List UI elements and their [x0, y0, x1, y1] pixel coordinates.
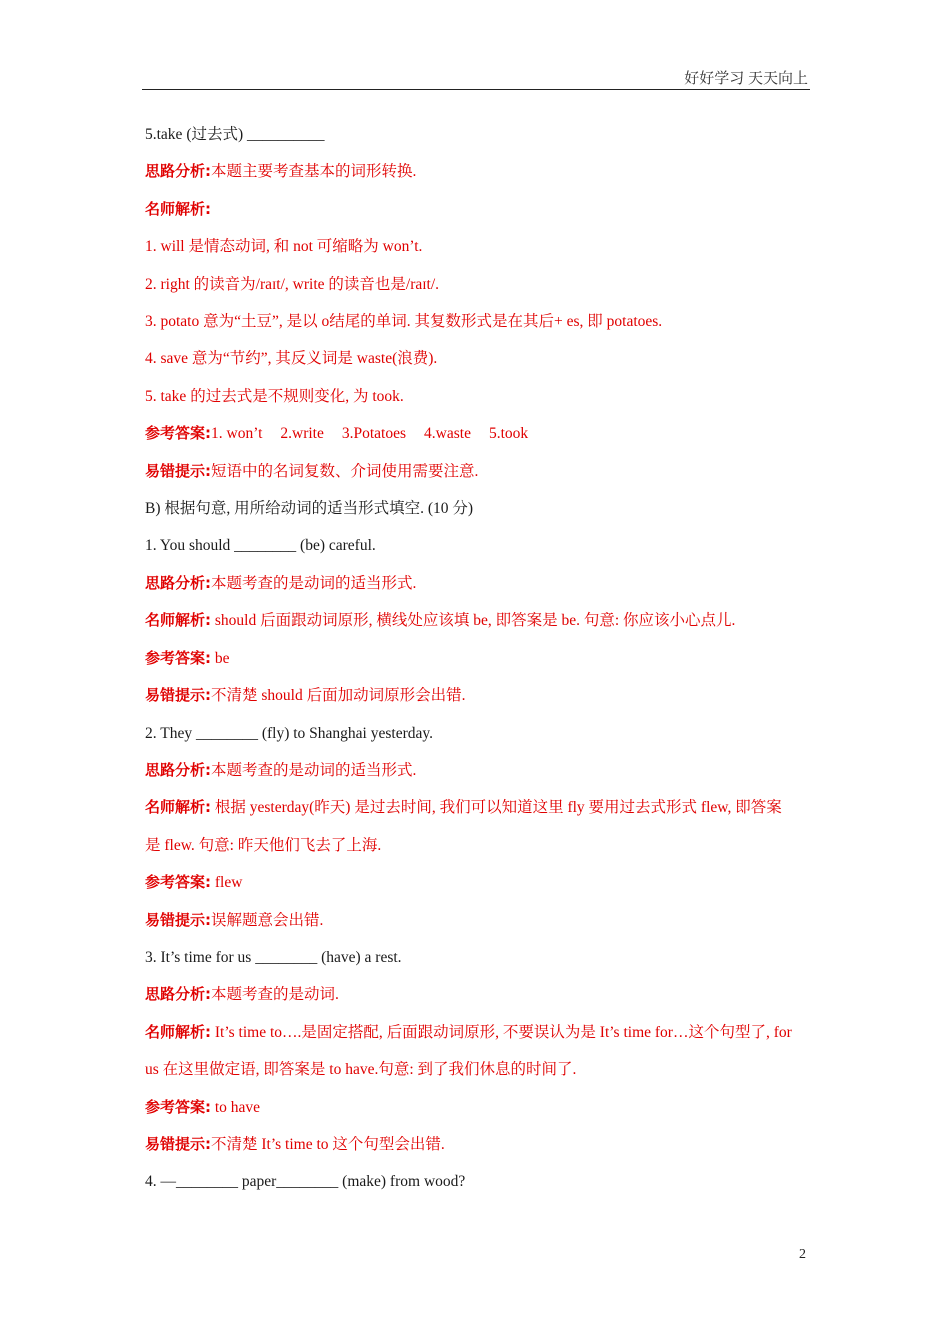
answer-row — [145, 415, 795, 452]
header-rule — [142, 89, 810, 90]
explain-point: 2. right 的读音为/raɪt/, write 的读音也是/raɪt/. — [145, 275, 440, 293]
tip-row — [145, 677, 795, 714]
explain-row — [145, 1014, 795, 1089]
tip-text: 误解题意会出错. — [211, 911, 324, 929]
analysis-text: 本题考查的是动词的适当形式. — [211, 761, 417, 779]
question-b2: 2. They ________ (fly) to Shanghai yesterday. — [145, 724, 433, 742]
answer-text: to have — [211, 1098, 261, 1116]
tip-row — [145, 453, 795, 490]
analysis-label: 思路分析: — [145, 985, 211, 1004]
explain-label: 名师解析: — [145, 199, 211, 218]
explain-row — [145, 191, 795, 228]
explain-row — [145, 789, 795, 864]
tip-label: 易错提示: — [145, 1134, 211, 1153]
header-title: 好好学习 天天向上 — [684, 71, 808, 87]
tip-text: 不清楚 should 后面加动词原形会出错. — [211, 687, 466, 705]
explain-text: It’s time to….是固定搭配, 后面跟动词原形, 不要误认为是 It’s time for…这个句型了, for us 在这里做定语, 即答案是 to have.句意: 到了我们休息的时间了. — [145, 1023, 792, 1079]
section-b-heading: B) 根据句意, 用所给动词的适当形式填空. (10 分) — [145, 500, 474, 518]
document-body — [145, 116, 795, 1201]
explain-point: 1. will 是情态动词, 和 not 可缩略为 won’t. — [145, 238, 423, 256]
explain-point: 4. save 意为“节约”, 其反义词是 waste(浪费). — [145, 350, 438, 368]
answer-row — [145, 640, 795, 677]
analysis-text: 本题主要考查基本的词形转换. — [211, 163, 417, 181]
analysis-row — [145, 976, 795, 1013]
explain-point: 5. take 的过去式是不规则变化, 为 took. — [145, 387, 404, 405]
answer-label: 参考答案: — [145, 648, 211, 667]
explain-text: 根据 yesterday(昨天) 是过去时间, 我们可以知道这里 fly 要用过去式形式 flew, 即答案是 flew. 句意: 昨天他们飞去了上海. — [145, 799, 782, 854]
tip-row — [145, 1126, 795, 1163]
answer-item: 3.Potatoes — [341, 425, 407, 443]
answer-item: 4.waste — [424, 425, 471, 443]
answer-item: 5.took — [488, 425, 529, 443]
explain-label: 名师解析: — [145, 611, 211, 630]
answer-row — [145, 1089, 795, 1126]
tip-row — [145, 902, 795, 939]
analysis-text: 本题考查的是动词. — [211, 986, 339, 1004]
answer-text: be — [211, 649, 230, 667]
answer-label: 参考答案: — [145, 873, 211, 892]
answer-label: 参考答案: — [145, 1097, 211, 1116]
answer-row — [145, 864, 795, 901]
explain-label: 名师解析: — [145, 798, 211, 817]
analysis-row — [145, 752, 795, 789]
tip-label: 易错提示: — [145, 461, 211, 480]
answer-text: flew — [211, 874, 243, 892]
explain-point: 3. potato 意为“土豆”, 是以 o结尾的单词. 其复数形式是在其后+ es, 即 potatoes. — [145, 313, 663, 331]
analysis-label: 思路分析: — [145, 162, 211, 181]
tip-text: 不清楚 It’s time to 这个句型会出错. — [211, 1135, 445, 1153]
analysis-row — [145, 565, 795, 602]
tip-label: 易错提示: — [145, 910, 211, 929]
tip-text: 短语中的名词复数、介词使用需要注意. — [211, 462, 479, 480]
analysis-label: 思路分析: — [145, 760, 211, 779]
question-b4: 4. —________ paper________ (make) from wood? — [145, 1173, 466, 1191]
explain-row — [145, 602, 795, 639]
question-b1: 1. You should ________ (be) careful. — [145, 537, 376, 555]
answer-label: 参考答案: — [145, 424, 211, 443]
analysis-label: 思路分析: — [145, 573, 211, 592]
page-number: 2 — [799, 1247, 806, 1262]
question-a5: 5.take (过去式) __________ — [145, 126, 325, 143]
analysis-row — [145, 153, 795, 190]
analysis-text: 本题考查的是动词的适当形式. — [211, 574, 417, 592]
question-b3: 3. It’s time for us ________ (have) a rest. — [145, 948, 402, 966]
explain-label: 名师解析: — [145, 1022, 211, 1041]
answer-item: 1. won’t — [211, 425, 263, 443]
answer-item: 2.write — [280, 425, 324, 443]
tip-label: 易错提示: — [145, 686, 211, 705]
explain-text: should 后面跟动词原形, 横线处应该填 be, 即答案是 be. 句意: 你应该小心点儿. — [211, 612, 736, 630]
